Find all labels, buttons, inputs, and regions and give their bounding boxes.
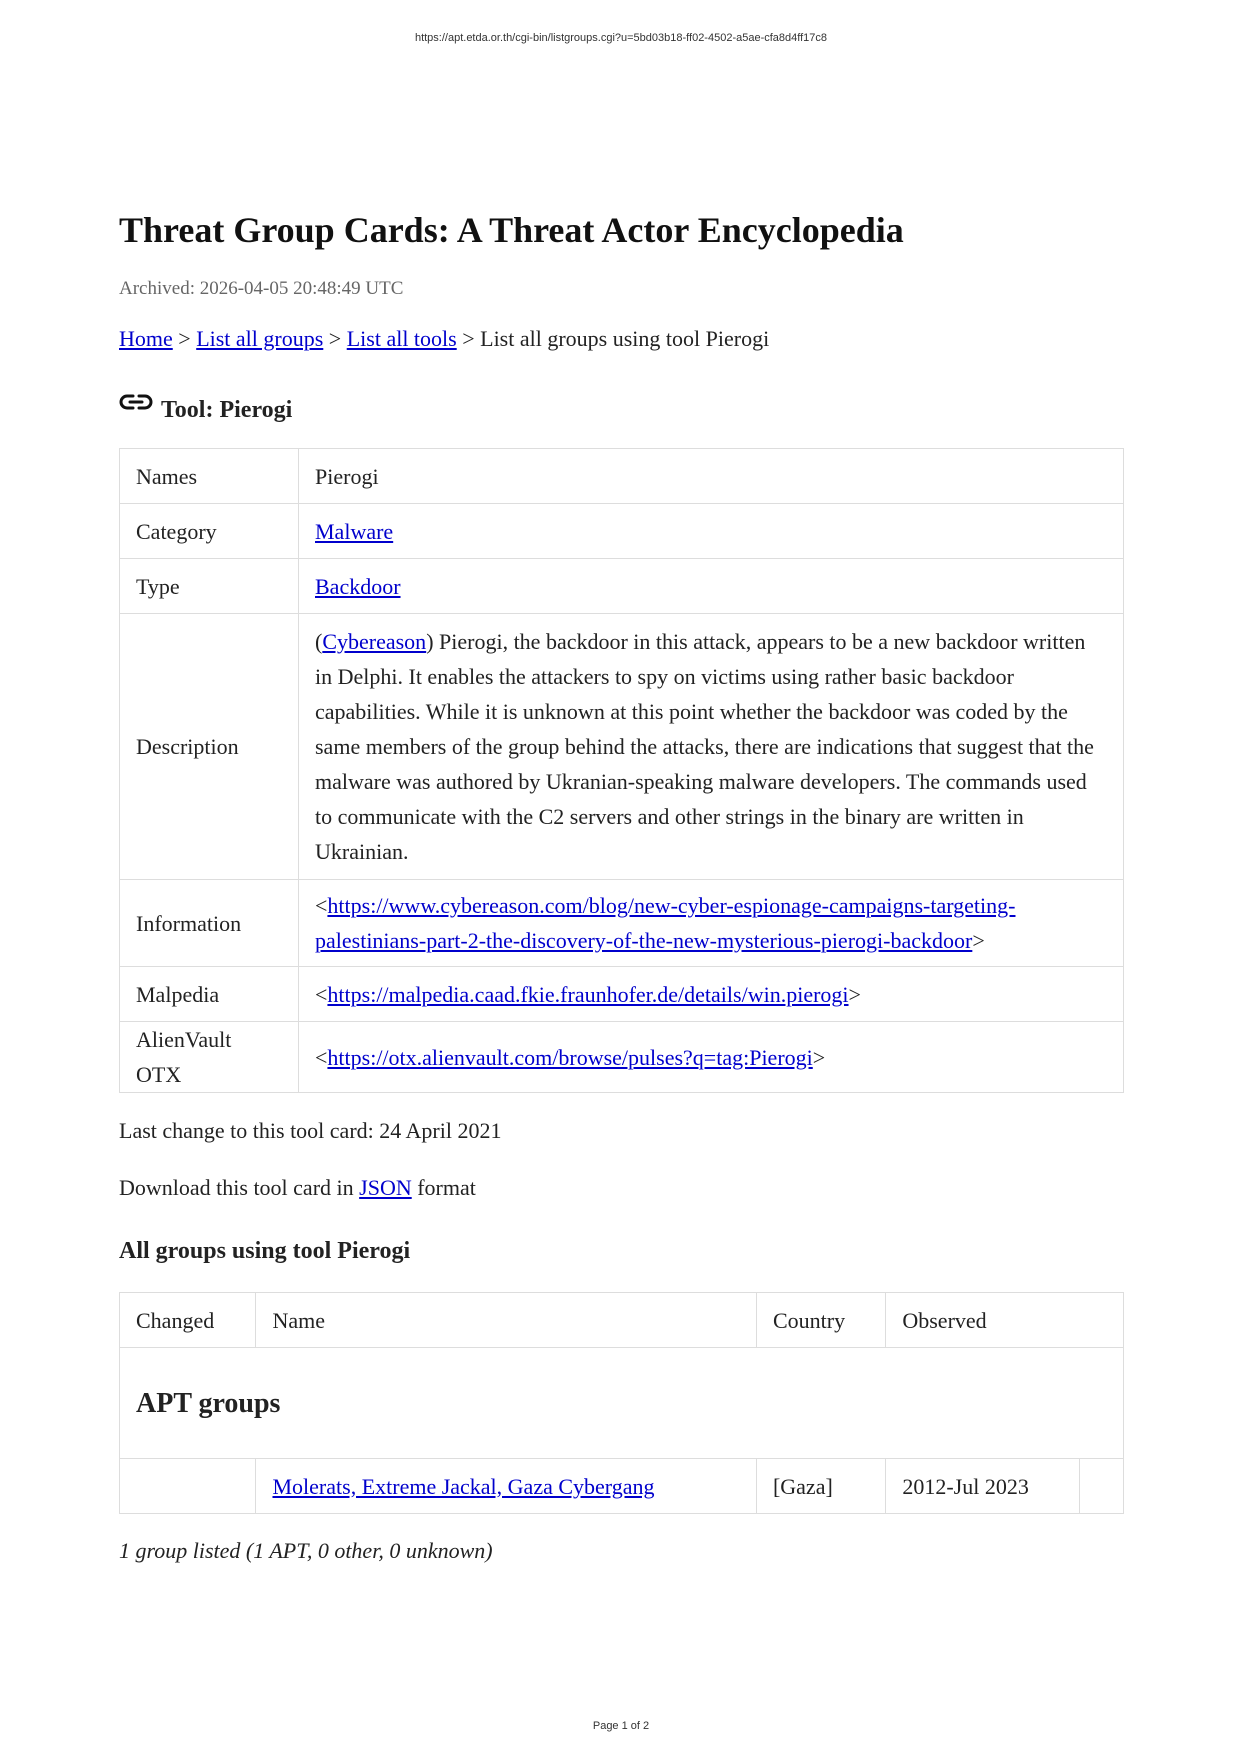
- column-header-name: Name: [256, 1293, 756, 1348]
- tool-heading: [119, 384, 1124, 424]
- table-row: [120, 559, 1124, 614]
- tool-heading-text: Tool: Pierogi: [161, 397, 293, 423]
- groups-heading: All groups using tool Pierogi: [119, 1238, 411, 1264]
- angle-open: <: [315, 893, 328, 918]
- otx-link[interactable]: https://otx.alienvault.com/browse/pulses?q=tag:Pierogi: [327, 1044, 813, 1070]
- angle-close: >: [972, 928, 985, 953]
- country-cell: [Gaza]: [756, 1459, 885, 1514]
- empty-cell: [1080, 1459, 1124, 1514]
- table-row: [120, 504, 1124, 559]
- category-cell: [299, 504, 1124, 559]
- description-cell: [299, 614, 1124, 880]
- json-download-link[interactable]: JSON: [359, 1175, 412, 1200]
- column-header-observed: Observed: [886, 1293, 1124, 1348]
- names-label: Names: [120, 449, 299, 504]
- angle-open: <: [315, 1044, 328, 1070]
- table-header-row: [120, 1293, 1124, 1348]
- description-label: Description: [120, 614, 299, 880]
- breadcrumb-tools-link[interactable]: List all tools: [346, 326, 457, 351]
- table-row: [120, 1459, 1124, 1514]
- download-prefix: Download this tool card in: [119, 1175, 360, 1200]
- changed-cell: [120, 1459, 256, 1514]
- description-source-link[interactable]: Cybereason: [322, 629, 427, 654]
- malpedia-cell: [299, 967, 1124, 1022]
- groups-summary: 1 group listed (1 APT, 0 other, 0 unknown): [119, 1538, 493, 1563]
- type-link[interactable]: Backdoor: [315, 573, 401, 599]
- malpedia-link[interactable]: https://malpedia.caad.fkie.fraunhofer.de/details/win.pierogi: [327, 981, 849, 1007]
- link-icon: [119, 392, 153, 412]
- table-row: [120, 614, 1124, 880]
- category-link[interactable]: Malware: [315, 518, 394, 544]
- otx-cell: [299, 1022, 1124, 1093]
- table-row: [120, 1022, 1124, 1093]
- information-label: Information: [120, 880, 299, 967]
- angle-close: >: [848, 981, 861, 1007]
- section-row: [120, 1348, 1124, 1459]
- download-line: [119, 1173, 1124, 1203]
- type-label: Type: [120, 559, 299, 614]
- group-name-cell: [256, 1459, 756, 1514]
- otx-label: AlienVault OTX: [120, 1022, 299, 1093]
- tool-card-table: [119, 448, 1124, 1093]
- page-url-header: https://apt.etda.or.th/cgi-bin/listgroups.cgi?u=5bd03b18-ff02-4502-a5ae-cfa8d4ff17c8: [414, 32, 828, 44]
- observed-cell: 2012-Jul 2023: [886, 1459, 1080, 1514]
- paren-open: (: [315, 629, 323, 654]
- breadcrumb-current: > List all groups using tool Pierogi: [456, 326, 770, 351]
- download-suffix: format: [411, 1175, 476, 1200]
- table-row: [120, 967, 1124, 1022]
- type-cell: [299, 559, 1124, 614]
- information-link[interactable]: https://www.cybereason.com/blog/new-cyber-espionage-campaigns-targeting-palestinians-part-2-the-discovery-of-the-new-mysterious-pierogi-backdoor: [315, 893, 1016, 953]
- information-cell: [299, 880, 1124, 967]
- breadcrumb-separator: >: [323, 326, 347, 351]
- group-name-link[interactable]: Molerats, Extreme Jackal, Gaza Cybergang: [272, 1473, 655, 1499]
- page-title: Threat Group Cards: A Threat Actor Encyclopedia: [119, 210, 904, 250]
- table-row: [120, 880, 1124, 967]
- angle-open: <: [315, 981, 328, 1007]
- breadcrumb-separator: >: [172, 326, 197, 351]
- breadcrumb-home-link[interactable]: Home: [119, 326, 173, 351]
- names-value: Pierogi: [299, 449, 1124, 504]
- page-number-footer: Page 1 of 2: [592, 1720, 650, 1732]
- groups-table: [119, 1292, 1124, 1514]
- breadcrumb: [119, 324, 1124, 354]
- angle-close: >: [812, 1044, 826, 1070]
- breadcrumb-groups-link[interactable]: List all groups: [196, 326, 324, 351]
- description-text: ) Pierogi, the backdoor in this attack, appears to be a new backdoor written in Delphi. It enables the attackers to spy on victims using rather basic backdoor capabilities. While it is unknown at this point whether the backdoor was coded by the same members of the group behind the attacks, there are indications that suggest that the malware was authored by Ukranian-speaking malware developers. The commands used to communicate with the C2 servers and other strings in the binary are written in Ukrainian.: [315, 629, 1094, 864]
- archived-timestamp: Archived: 2026-04-05 20:48:49 UTC: [119, 278, 404, 299]
- main-content: [119, 210, 1124, 1566]
- section-heading-apt-groups: APT groups: [120, 1348, 1124, 1459]
- malpedia-label: Malpedia: [120, 967, 299, 1022]
- last-change-text: Last change to this tool card: 24 April 2021: [119, 1118, 502, 1143]
- column-header-changed: Changed: [120, 1293, 256, 1348]
- category-label: Category: [120, 504, 299, 559]
- table-row: [120, 449, 1124, 504]
- column-header-country: Country: [756, 1293, 885, 1348]
